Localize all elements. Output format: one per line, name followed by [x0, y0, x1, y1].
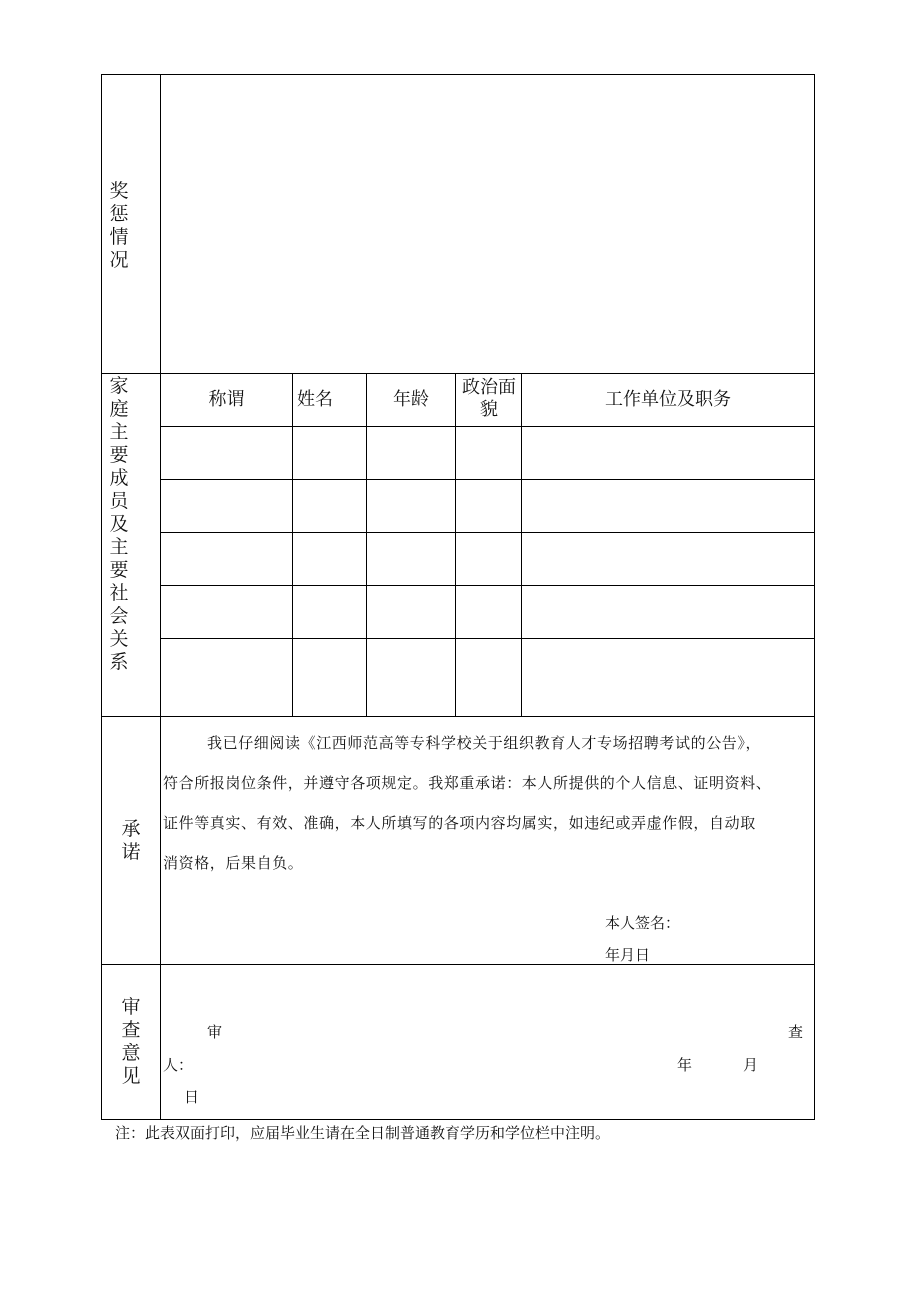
pledge-label: 承诺 — [121, 818, 141, 863]
family-label: 家庭主要成员及主要社会关系 — [109, 375, 129, 673]
reviewer-label-cha: 查 — [788, 1023, 804, 1041]
family-cell-political[interactable] — [456, 533, 521, 585]
family-cell-political[interactable] — [456, 480, 521, 532]
family-cell-workplace[interactable] — [522, 480, 814, 532]
family-cell-relation[interactable] — [161, 533, 292, 585]
signature-field[interactable] — [685, 910, 805, 936]
signature-label: 本人签名： — [605, 914, 681, 932]
column-header-political-status: 政治面貌 — [462, 377, 516, 420]
family-cell-workplace[interactable] — [522, 586, 814, 638]
family-cell-political[interactable] — [456, 639, 521, 716]
review-date-year: 年 — [677, 1056, 693, 1074]
family-cell-name[interactable] — [293, 586, 366, 638]
table-border-left — [101, 74, 102, 1120]
pledge-date-label: 年月日 — [605, 946, 651, 964]
family-cell-name[interactable] — [293, 639, 366, 716]
family-cell-age[interactable] — [367, 480, 455, 532]
review-label: 审查意见 — [121, 996, 141, 1087]
family-cell-political[interactable] — [456, 427, 521, 479]
review-date-month: 月 — [743, 1056, 759, 1074]
family-cell-workplace[interactable] — [522, 639, 814, 716]
divider-family-pledge — [101, 716, 815, 717]
table-border-bottom — [101, 1119, 815, 1120]
family-cell-age[interactable] — [367, 533, 455, 585]
awards-label: 奖惩情况 — [109, 180, 129, 271]
family-cell-relation[interactable] — [161, 480, 292, 532]
pledge-text-line-1: 我已仔细阅读《江西师范高等专科学校关于组织教育人才专场招聘考试的公告》， — [207, 734, 762, 752]
column-header-workplace: 工作单位及职务 — [605, 389, 731, 410]
family-cell-name[interactable] — [293, 480, 366, 532]
footnote: 注：此表双面打印，应届毕业生请在全日制普通教育学历和学位栏中注明。 — [115, 1124, 611, 1142]
awards-content-field[interactable] — [161, 75, 814, 373]
review-date-day: 日 — [184, 1088, 200, 1106]
pledge-text-line-2: 符合所报岗位条件，并遵守各项规定。我郑重承诺：本人所提供的个人信息、证明资料、 — [163, 774, 772, 792]
pledge-text-line-4: 消资格，后果自负。 — [163, 854, 304, 872]
table-border-right — [814, 74, 815, 1120]
pledge-text-line-3: 证件等真实、有效、准确，本人所填写的各项内容均属实，如违纪或弄虚作假，自动取 — [163, 814, 756, 832]
reviewer-label-shen: 审 — [207, 1023, 223, 1041]
column-header-name: 姓名 — [297, 389, 333, 410]
review-opinion-field[interactable] — [161, 965, 814, 1119]
family-cell-name[interactable] — [293, 427, 366, 479]
family-cell-workplace[interactable] — [522, 533, 814, 585]
family-cell-name[interactable] — [293, 533, 366, 585]
family-cell-relation[interactable] — [161, 586, 292, 638]
family-cell-political[interactable] — [456, 586, 521, 638]
family-cell-relation[interactable] — [161, 427, 292, 479]
family-cell-age[interactable] — [367, 586, 455, 638]
column-header-age: 年龄 — [393, 389, 429, 410]
family-cell-age[interactable] — [367, 639, 455, 716]
family-cell-workplace[interactable] — [522, 427, 814, 479]
reviewer-label-ren: 人： — [163, 1056, 194, 1074]
family-cell-age[interactable] — [367, 427, 455, 479]
family-cell-relation[interactable] — [161, 639, 292, 716]
column-header-relation: 称谓 — [208, 389, 245, 410]
divider-awards-family — [101, 373, 815, 374]
